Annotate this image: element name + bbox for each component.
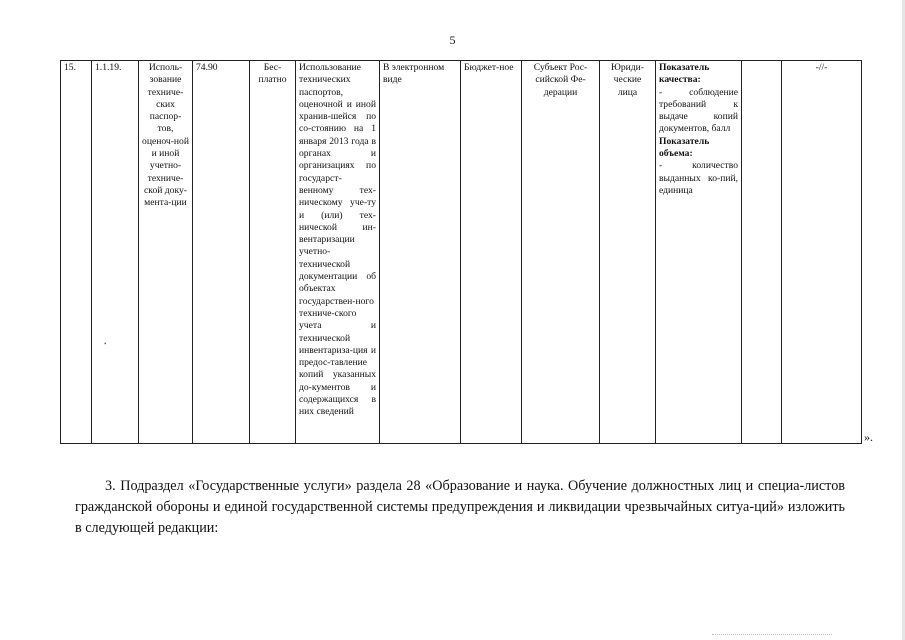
body-paragraph: 3. Подраздел «Государственные услуги» раздела 28 «Образование и наука. Обучение должностных лиц и специа-листов гражданской обороны и единой государственной системы предупреждения и ликвидации чрезвычайных ситуа-ций» изложить в следующей редакции:	[75, 478, 845, 536]
closing-quote: ».	[864, 430, 873, 444]
cell-service-content: Использование технических паспортов, оценочной и иной хранив-шейся по со-стоянию на 1 января 2013 года в органах и организациях по государст-венному тех-ническому уче-ту и (или) тех-нической ин-вентаризации учетно-технической документации об объектах государствен-ного техниче-ского учета и технической инвентаризa-ция и предос-тавление копий указанных до-кументов и содержащихся в них сведений	[296, 61, 380, 444]
page-number: 5	[449, 33, 456, 47]
cell-subject: Субъект Рос-сийской Фе-дерации	[522, 61, 600, 444]
cell-indicators	[656, 61, 742, 444]
cell-empty	[742, 61, 782, 444]
cell-code: 1.1.19.	[92, 61, 139, 444]
cell-price: 74.90	[193, 61, 250, 444]
cell-funding: Бюджет-ное	[461, 61, 522, 444]
volume-indicator-text: - количество выданных ко-пий, единица	[659, 160, 738, 196]
cell-number: 15.	[61, 61, 92, 444]
cell-form: В электронном виде	[380, 61, 461, 444]
quality-indicator-text: - соблюдение требований к выдаче копий документов, балл	[659, 86, 738, 135]
cell-payment: Бес-платно	[250, 61, 296, 444]
cell-consumer: Юриди-ческие лица	[600, 61, 656, 444]
cell-ditto: -//-	[782, 61, 862, 444]
scan-speckle	[712, 634, 832, 635]
registry-table	[60, 60, 862, 444]
table-row	[61, 61, 862, 444]
volume-indicator-title: Показатель объема:	[659, 135, 710, 160]
quality-indicator-title: Показатель качества:	[659, 62, 710, 86]
scan-dot: •	[104, 340, 107, 348]
cell-service-name: Исполь-зование техниче-ских паспор-тов, оценоч-ной и иной учетно-техниче-ской доку-мента-ции	[139, 61, 193, 444]
